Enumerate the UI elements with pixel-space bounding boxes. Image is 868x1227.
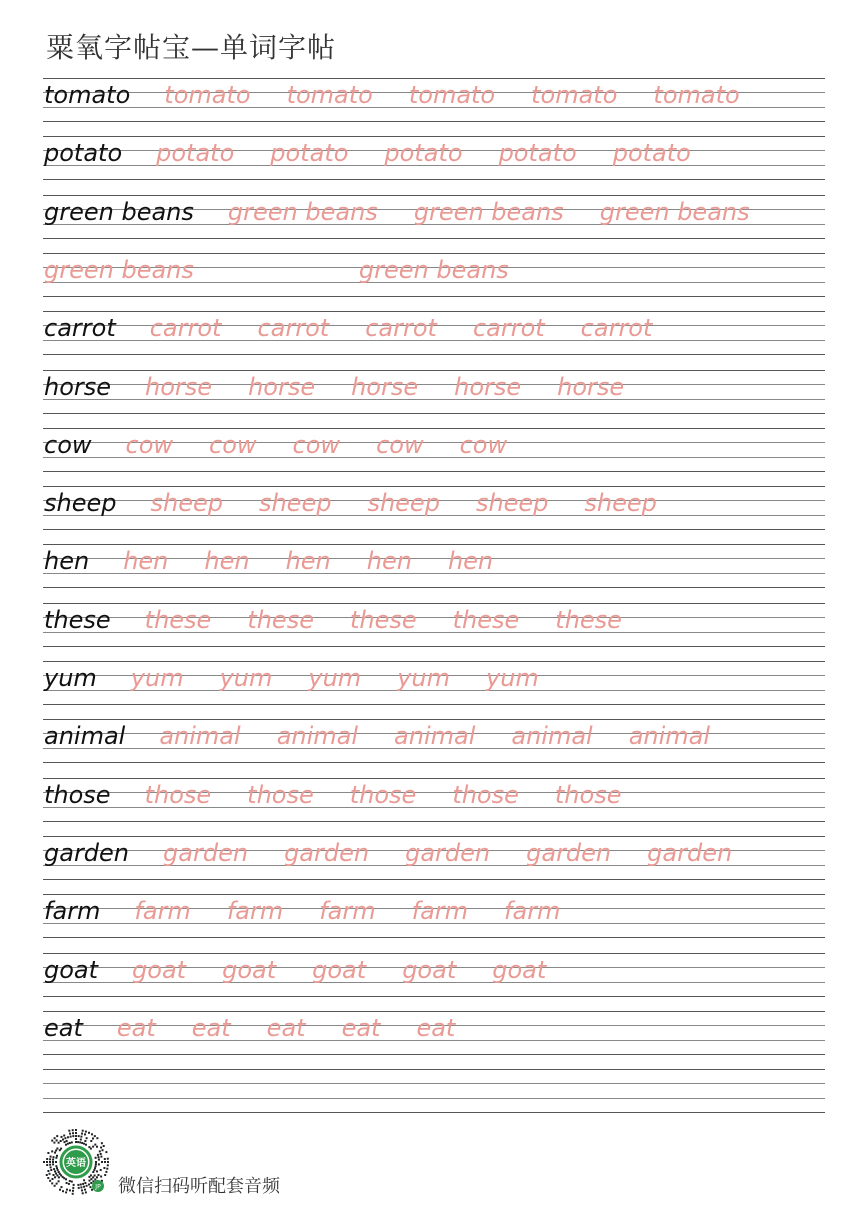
trace-word: those bbox=[349, 780, 417, 809]
word-row bbox=[43, 78, 825, 122]
footer-caption: 微信扫码听配套音频 bbox=[118, 1176, 280, 1197]
guide-line bbox=[43, 195, 825, 196]
trace-word: cow bbox=[125, 430, 174, 459]
guide-line bbox=[43, 778, 825, 779]
trace-word: goat bbox=[492, 955, 547, 984]
guide-line bbox=[43, 587, 825, 588]
guide-line bbox=[43, 253, 825, 254]
trace-word: potato bbox=[156, 139, 235, 168]
trace-word: horse bbox=[145, 372, 213, 401]
guide-line bbox=[43, 1112, 825, 1113]
guide-line bbox=[43, 471, 825, 472]
trace-word: these bbox=[349, 605, 417, 634]
trace-word: those bbox=[247, 780, 314, 809]
trace-word: garden bbox=[163, 838, 249, 867]
word-row bbox=[43, 661, 825, 705]
guide-line bbox=[43, 894, 825, 895]
trace-word: horse bbox=[557, 372, 625, 401]
guide-line bbox=[43, 529, 825, 530]
trace-word: hen bbox=[447, 547, 494, 576]
word-row bbox=[43, 1011, 825, 1055]
trace-word: goat bbox=[312, 955, 367, 984]
trace-word: sheep bbox=[150, 489, 223, 518]
guide-line bbox=[43, 762, 825, 763]
guide-line bbox=[43, 486, 825, 487]
trace-word: hen bbox=[285, 547, 331, 576]
trace-word: farm bbox=[411, 897, 469, 926]
trace-word: eat bbox=[116, 1013, 156, 1042]
trace-word: hen bbox=[123, 547, 169, 576]
trace-word: green beans bbox=[44, 255, 194, 284]
word-row bbox=[43, 603, 825, 647]
trace-word: carrot bbox=[257, 314, 330, 343]
lead-word: hen bbox=[44, 547, 90, 576]
guide-line bbox=[43, 603, 825, 604]
trace-word: eat bbox=[266, 1013, 306, 1042]
trace-word: eat bbox=[191, 1013, 231, 1042]
trace-word: carrot bbox=[365, 314, 437, 343]
word-row bbox=[43, 778, 825, 822]
trace-word: cow bbox=[376, 430, 424, 459]
trace-word: goat bbox=[402, 955, 457, 984]
trace-word: carrot bbox=[149, 314, 222, 343]
trace-word: farm bbox=[226, 897, 284, 926]
guide-line bbox=[43, 719, 825, 720]
lead-word: these bbox=[44, 605, 111, 634]
trace-word: animal bbox=[159, 722, 241, 751]
word-row bbox=[43, 894, 825, 938]
trace-word: these bbox=[452, 605, 520, 634]
trace-word: horse bbox=[454, 372, 522, 401]
guide-line bbox=[43, 544, 825, 545]
trace-word: animal bbox=[628, 722, 711, 751]
word-row bbox=[43, 719, 825, 763]
qr-corner-text: JP bbox=[95, 1183, 101, 1191]
guide-line bbox=[43, 937, 825, 938]
guide-line bbox=[43, 953, 825, 954]
qr-code-icon[interactable] bbox=[40, 1126, 112, 1198]
trace-word: sheep bbox=[258, 489, 332, 518]
trace-word: garden bbox=[284, 838, 370, 867]
word-row bbox=[43, 253, 825, 297]
trace-word: yum bbox=[219, 664, 273, 692]
trace-word: animal bbox=[394, 722, 476, 751]
page-title: 粟氧字帖宝—单词字帖 bbox=[46, 31, 337, 64]
guide-line bbox=[43, 370, 825, 371]
trace-word: sheep bbox=[584, 489, 657, 518]
guide-line bbox=[43, 428, 825, 429]
trace-word: those bbox=[144, 780, 212, 809]
guide-line bbox=[43, 296, 825, 297]
guide-line bbox=[43, 1054, 825, 1055]
trace-word: potato bbox=[612, 139, 691, 168]
qr-badge-text: 英语 bbox=[66, 1158, 86, 1169]
trace-word: horse bbox=[248, 372, 316, 401]
trace-word: garden bbox=[405, 838, 491, 867]
trace-word: tomato bbox=[164, 81, 251, 109]
trace-word: tomato bbox=[408, 81, 496, 109]
word-row bbox=[43, 836, 825, 880]
trace-word: garden bbox=[647, 838, 733, 867]
guide-line bbox=[43, 136, 825, 137]
word-row bbox=[43, 136, 825, 180]
trace-word: cow bbox=[459, 430, 508, 459]
trace-word: green beans bbox=[413, 197, 564, 226]
trace-word: animal bbox=[511, 722, 593, 751]
guide-line bbox=[43, 179, 825, 180]
word-row bbox=[43, 370, 825, 414]
footer bbox=[40, 1126, 440, 1198]
guide-line bbox=[43, 311, 825, 312]
word-row bbox=[43, 486, 825, 530]
trace-word: animal bbox=[276, 722, 359, 751]
trace-word: these bbox=[555, 605, 622, 634]
trace-word: carrot bbox=[472, 314, 545, 343]
word-row bbox=[43, 544, 825, 588]
trace-word: cow bbox=[209, 430, 257, 459]
trace-word: potato bbox=[384, 139, 463, 168]
trace-word: green beans bbox=[599, 197, 750, 226]
guide-line bbox=[43, 121, 825, 122]
trace-word: sheep bbox=[475, 489, 549, 518]
guide-line bbox=[43, 646, 825, 647]
trace-word: potato bbox=[498, 139, 577, 168]
trace-word: farm bbox=[319, 897, 376, 926]
lead-word: green beans bbox=[44, 197, 194, 226]
guide-line bbox=[43, 1083, 825, 1084]
trace-word: yum bbox=[308, 664, 362, 692]
trace-word: tomato bbox=[286, 81, 373, 109]
trace-word: goat bbox=[222, 955, 277, 984]
trace-word: those bbox=[452, 780, 519, 809]
trace-word: eat bbox=[341, 1013, 381, 1042]
guide-line bbox=[43, 704, 825, 705]
trace-word: these bbox=[144, 605, 212, 634]
guide-line bbox=[43, 238, 825, 239]
lead-word: potato bbox=[44, 139, 123, 168]
trace-word: farm bbox=[504, 897, 561, 926]
lead-word: animal bbox=[44, 722, 126, 751]
guide-line bbox=[43, 413, 825, 414]
trace-word: eat bbox=[416, 1013, 456, 1042]
trace-word: green beans bbox=[358, 255, 509, 284]
trace-word: those bbox=[554, 780, 622, 809]
lead-word: goat bbox=[44, 955, 99, 984]
word-row bbox=[43, 953, 825, 997]
guide-line bbox=[43, 354, 825, 355]
guide-line bbox=[43, 78, 825, 79]
trace-word: green beans bbox=[227, 197, 378, 226]
trace-word: these bbox=[247, 605, 314, 634]
trace-word: sheep bbox=[367, 489, 440, 518]
lead-word: farm bbox=[44, 897, 101, 926]
trace-word: tomato bbox=[653, 81, 740, 109]
trace-word: yum bbox=[485, 664, 539, 692]
lead-word: carrot bbox=[44, 314, 116, 343]
guide-line bbox=[43, 661, 825, 662]
blank-row bbox=[43, 1069, 825, 1113]
trace-word: hen bbox=[366, 547, 412, 576]
guide-line bbox=[43, 996, 825, 997]
word-row bbox=[43, 311, 825, 355]
lead-word: cow bbox=[44, 430, 92, 459]
lead-word: sheep bbox=[44, 489, 117, 518]
lead-word: eat bbox=[44, 1013, 83, 1042]
trace-word: farm bbox=[134, 897, 191, 926]
lead-word: garden bbox=[44, 838, 130, 867]
guide-line bbox=[43, 1069, 825, 1070]
trace-word: yum bbox=[397, 664, 450, 692]
trace-word: yum bbox=[130, 664, 184, 692]
trace-word: hen bbox=[204, 547, 250, 576]
guide-line bbox=[43, 1011, 825, 1012]
guide-line bbox=[43, 879, 825, 880]
trace-word: carrot bbox=[580, 314, 653, 343]
lead-word: horse bbox=[44, 372, 112, 401]
guide-line bbox=[43, 821, 825, 822]
trace-word: goat bbox=[132, 955, 187, 984]
trace-word: horse bbox=[351, 372, 419, 401]
lead-word: tomato bbox=[44, 81, 131, 109]
trace-word: tomato bbox=[531, 81, 618, 109]
lead-word: yum bbox=[44, 664, 97, 692]
lead-word: those bbox=[44, 780, 111, 809]
guide-line bbox=[43, 1098, 825, 1099]
word-row bbox=[43, 428, 825, 472]
trace-word: cow bbox=[292, 430, 341, 459]
word-row bbox=[43, 195, 825, 239]
guide-line bbox=[43, 836, 825, 837]
trace-word: garden bbox=[526, 838, 612, 867]
trace-word: potato bbox=[270, 139, 349, 168]
